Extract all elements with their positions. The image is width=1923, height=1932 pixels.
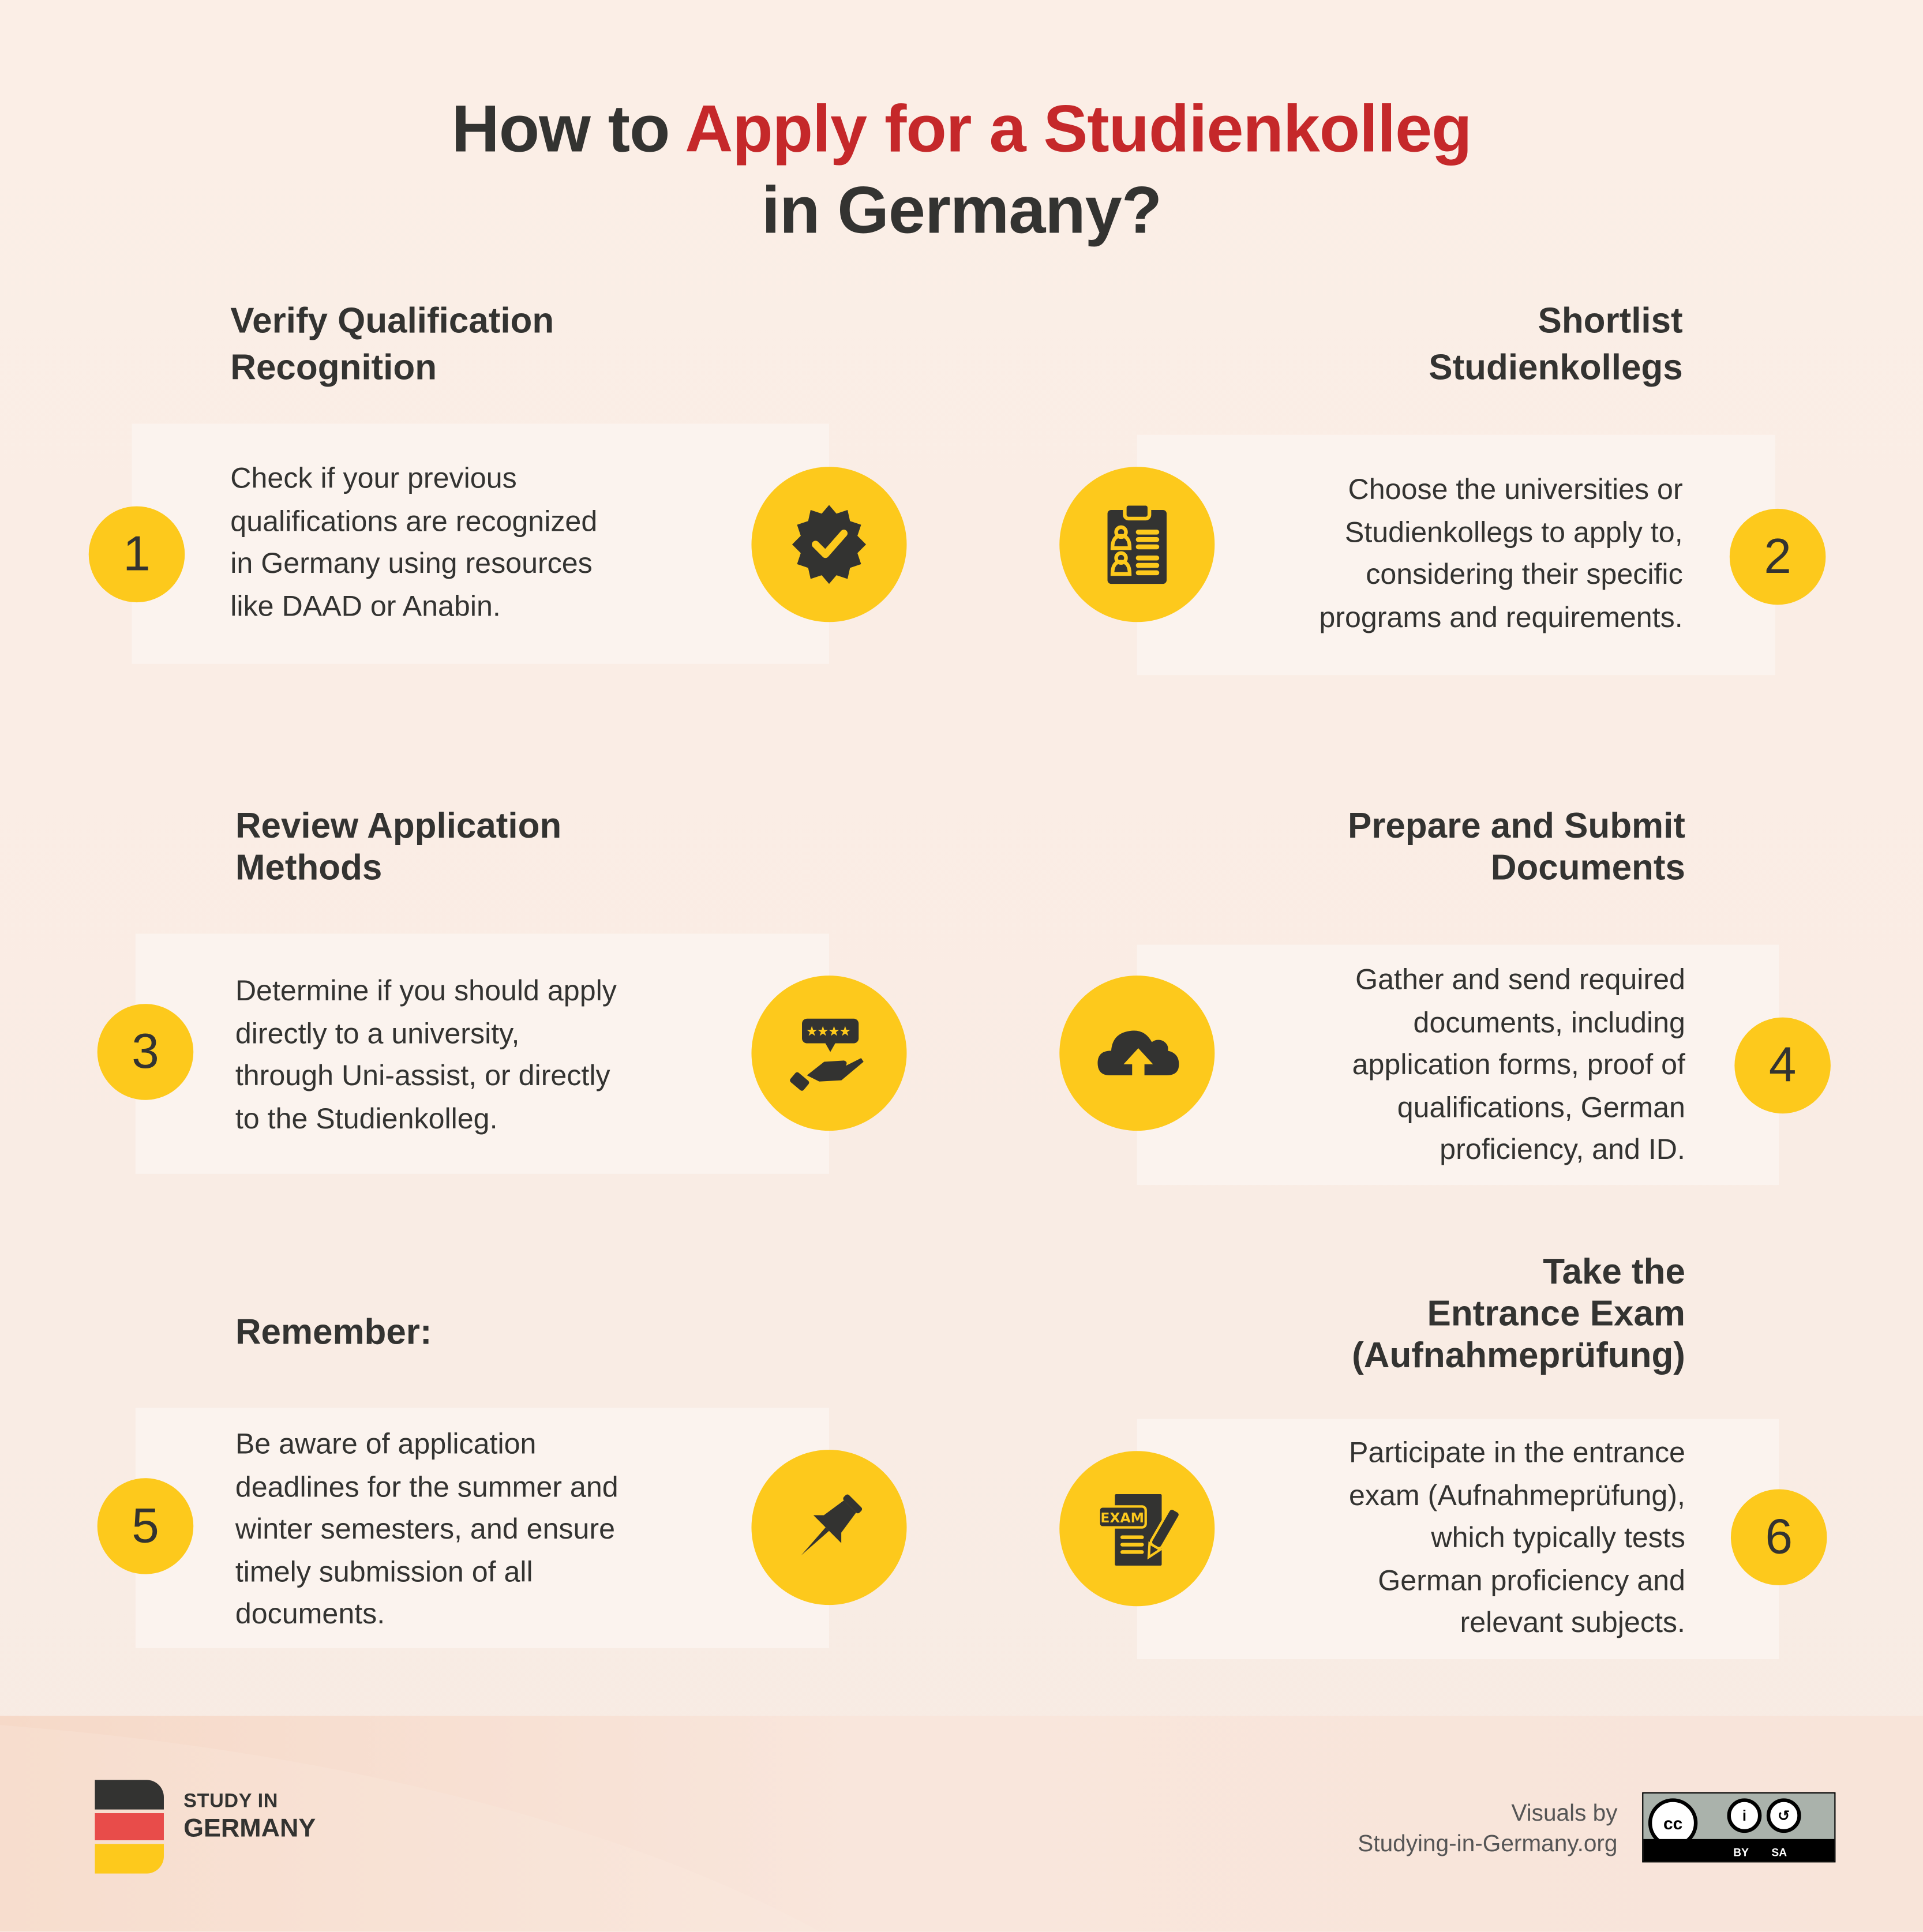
title-prefix: How to xyxy=(451,92,685,167)
text-line: qualifications are recognized xyxy=(230,504,598,537)
text-line: which typically tests xyxy=(1431,1521,1685,1554)
step-5-text xyxy=(235,1423,618,1635)
text-line: Determine if you should apply xyxy=(235,974,617,1007)
exam-paper-pencil-icon xyxy=(1059,1451,1214,1606)
cloud-upload-icon xyxy=(1059,976,1214,1131)
by-label: BY xyxy=(1733,1846,1749,1859)
cc-by-sa-license-badge[interactable] xyxy=(1642,1792,1835,1863)
text-line: winter semesters, and ensure xyxy=(235,1513,616,1545)
heading-line: Remember: xyxy=(235,1313,432,1353)
logo-text-germany: GERMANY xyxy=(183,1814,316,1843)
pushpin-icon xyxy=(751,1450,906,1605)
text-line: like DAAD or Anabin. xyxy=(230,589,501,622)
step-4-number-badge: 4 xyxy=(1734,1018,1831,1114)
share-alike-icon: ↺ xyxy=(1767,1798,1801,1833)
step-6-text xyxy=(1349,1431,1685,1644)
attribution-person-icon: i xyxy=(1727,1798,1762,1833)
step-4-heading xyxy=(1348,805,1685,889)
text-line: German proficiency and xyxy=(1378,1563,1685,1596)
heading-line: Entrance Exam xyxy=(1427,1295,1685,1334)
heading-line: Recognition xyxy=(230,348,437,388)
clipboard-candidates-icon xyxy=(1059,467,1214,622)
page-title xyxy=(0,89,1923,252)
step-2-number-badge: 2 xyxy=(1730,509,1826,605)
text-line: documents. xyxy=(235,1597,385,1630)
text-line: application forms, proof of xyxy=(1352,1048,1685,1081)
svg-text:EXAM: EXAM xyxy=(1100,1510,1144,1526)
footer xyxy=(0,1716,1923,1931)
svg-text:★: ★ xyxy=(805,1023,818,1040)
heading-line: Shortlist xyxy=(1538,302,1683,342)
step-3-number-badge: 3 xyxy=(98,1004,194,1100)
text-line: in Germany using resources xyxy=(230,547,593,579)
heading-line: Documents xyxy=(1490,849,1685,888)
text-line: Studienkollegs to apply to, xyxy=(1344,515,1683,548)
svg-text:★: ★ xyxy=(839,1023,852,1040)
title-line2: in Germany? xyxy=(761,174,1162,248)
sa-label: SA xyxy=(1771,1846,1787,1859)
text-line: Gather and send required xyxy=(1355,963,1685,996)
heading-line: Take the xyxy=(1543,1252,1685,1292)
step-6-number-badge: 6 xyxy=(1731,1489,1827,1585)
step-3-text xyxy=(235,969,617,1139)
heading-line: Review Application xyxy=(235,806,562,846)
step-2-text xyxy=(1319,468,1682,638)
step-1-number-badge: 1 xyxy=(89,507,185,603)
text-line: deadlines for the summer and xyxy=(235,1470,618,1502)
svg-text:★: ★ xyxy=(816,1023,829,1040)
text-line: programs and requirements. xyxy=(1319,600,1683,633)
step-5-number-badge: 5 xyxy=(98,1478,194,1574)
text-line: exam (Aufnahmeprüfung), xyxy=(1349,1479,1685,1511)
step-1-heading xyxy=(230,298,554,392)
cc-icon: cc xyxy=(1648,1798,1697,1847)
text-line: Choose the universities or xyxy=(1348,472,1683,505)
text-line: Participate in the entrance xyxy=(1348,1436,1685,1469)
heading-line: Prepare and Submit xyxy=(1347,806,1685,846)
text-line: Be aware of application xyxy=(235,1427,537,1460)
step-5-heading xyxy=(235,1310,432,1356)
text-line: considering their specific xyxy=(1366,558,1683,590)
text-line: timely submission of all xyxy=(235,1555,533,1588)
credit-link[interactable]: Studying-in-Germany.org xyxy=(1358,1832,1618,1858)
text-line: directly to a university, xyxy=(235,1016,520,1049)
german-flag-logo-icon xyxy=(95,1780,164,1873)
heading-line: Studienkollegs xyxy=(1429,348,1683,388)
verified-badge-icon xyxy=(751,467,906,622)
text-line: qualifications, German xyxy=(1397,1090,1685,1123)
title-highlight: Apply for a Studienkolleg xyxy=(685,92,1472,167)
heading-line: Methods xyxy=(235,849,383,888)
credit-line-1: Visuals by xyxy=(1511,1800,1618,1827)
logo-text-study-in: STUDY IN xyxy=(183,1791,279,1812)
step-2-heading xyxy=(1429,298,1682,392)
svg-text:★: ★ xyxy=(828,1023,841,1040)
text-line: Check if your previous xyxy=(230,462,517,494)
heading-line: Verify Qualification xyxy=(230,302,554,342)
step-1-text xyxy=(230,457,597,627)
text-line: documents, including xyxy=(1413,1006,1685,1038)
step-4-text xyxy=(1352,958,1685,1171)
step-6-heading xyxy=(1352,1251,1685,1377)
hand-rating-icon xyxy=(751,976,906,1131)
text-line: to the Studienkolleg. xyxy=(235,1101,498,1134)
text-line: through Uni-assist, or directly xyxy=(235,1059,610,1091)
text-line: relevant subjects. xyxy=(1460,1606,1685,1638)
step-3-heading xyxy=(235,805,561,889)
heading-line: (Aufnahmeprüfung) xyxy=(1352,1336,1685,1376)
text-line: proficiency, and ID. xyxy=(1440,1133,1685,1165)
